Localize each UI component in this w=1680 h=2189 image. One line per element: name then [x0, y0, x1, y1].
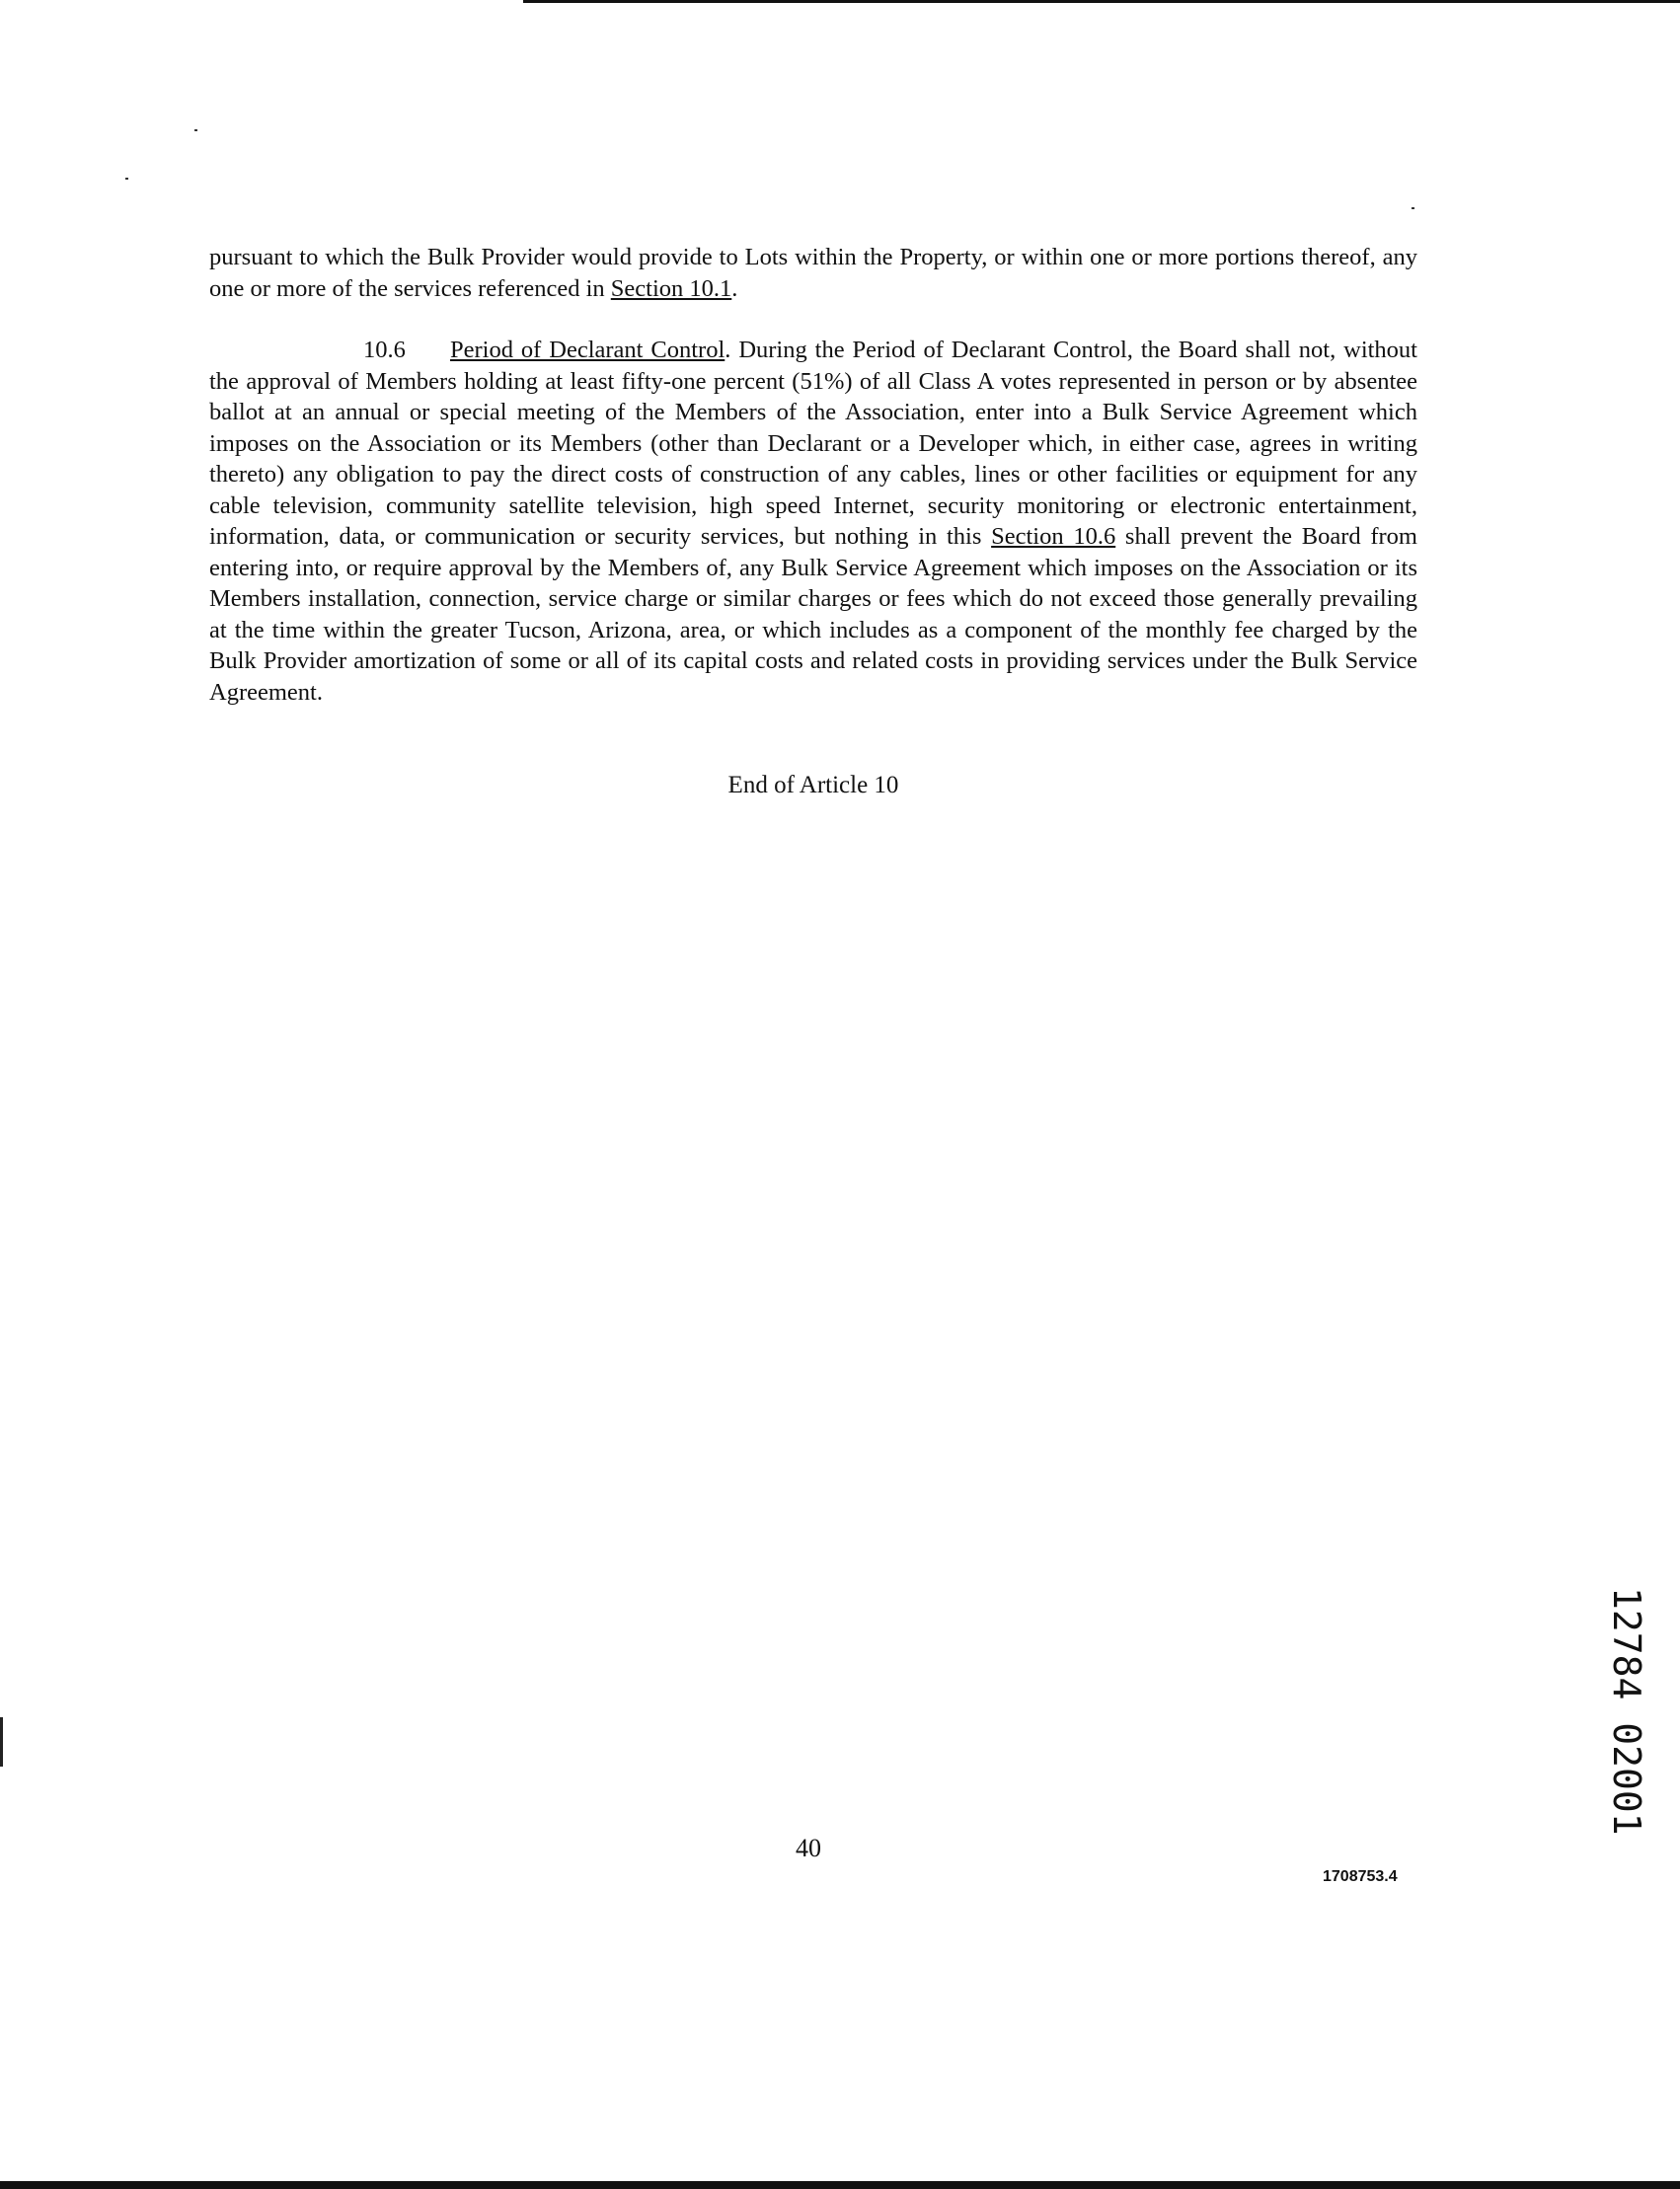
scan-bottom-border — [0, 2181, 1680, 2189]
continued-text-end: . — [731, 274, 738, 302]
continued-paragraph — [209, 242, 1417, 304]
section-10-6-paragraph — [209, 335, 1417, 708]
section-10-1-reference: Section 10.1 — [610, 274, 732, 302]
section-text-part2: shall prevent the Board from entering into, or require approval by the Members of, any Bulk Service Agreement which imposes on the Association or its Members installation, connection, service charge or similar charges or fees which do not exceed those generally prevailing at the time within the greater Tucson, Arizona, area, or which includes as a component of the monthly fee charged by the Bulk Provider amortization of some or all of its capital costs and related costs in providing services under the Bulk Service Agreement. — [209, 523, 1417, 706]
scan-left-mark — [0, 1717, 3, 1767]
section-10-6-reference: Section 10.6 — [991, 523, 1116, 550]
document-id: 1708753.4 — [1323, 1868, 1398, 1885]
page-number: 40 — [796, 1834, 821, 1862]
scan-speck — [125, 178, 128, 180]
scan-top-border — [523, 0, 1680, 3]
section-heading-suffix: . — [725, 337, 731, 363]
end-of-article: End of Article 10 — [727, 772, 899, 798]
scan-speck — [194, 129, 197, 131]
scan-speck — [1412, 207, 1414, 209]
section-heading: Period of Declarant Control — [450, 337, 725, 363]
section-number: 10.6 — [363, 337, 406, 363]
section-text-part1: During the Period of Declarant Control, the Board shall not, without the approval of Members holding at least fifty-one percent (51%) of all Class A votes represented in person or by absentee ballot at an annual or special meeting of the Members of the Association, enter into a Bulk Service Agreement which imposes on the Association or its Members (other than Declarant or a Developer which, in either case, agrees in writing thereto) any obligation to pay the direct costs of construction of any cables, lines or other facilities or equipment for any cable television, community satellite television, high speed Internet, security monitoring or electronic entertainment, information, data, or communication or security services, but nothing in this — [209, 337, 1417, 550]
continued-text: pursuant to which the Bulk Provider would provide to Lots within the Property, or within one or more portions thereof, any one or more of the services referenced in — [209, 244, 1417, 302]
recording-number: 12784 02001 — [1605, 1587, 1648, 1836]
